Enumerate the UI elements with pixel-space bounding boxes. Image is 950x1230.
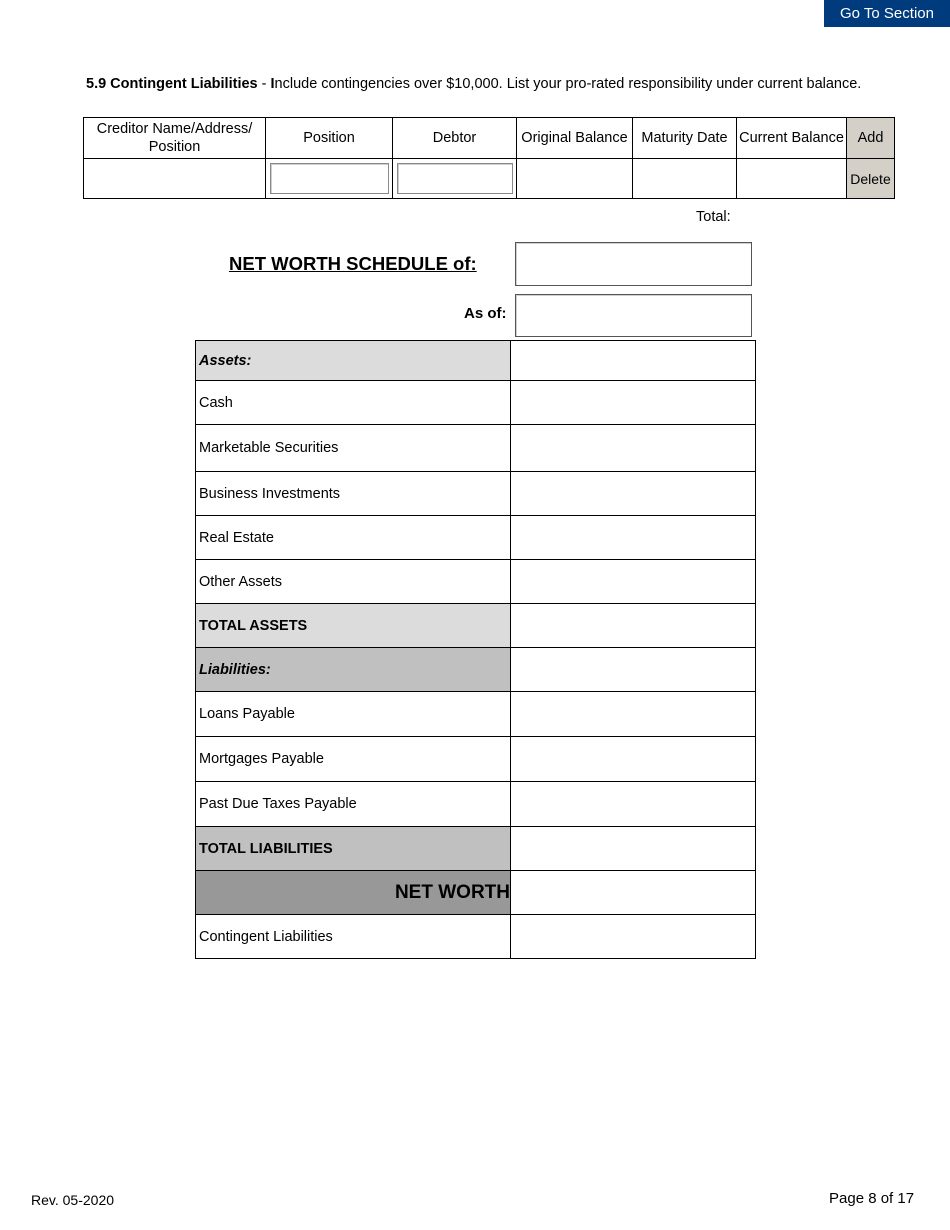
section-instructions: nclude contingencies over $10,000. List your pro-rated responsibility under current balance. <box>274 76 862 92</box>
go-to-section-button[interactable]: Go To Section <box>824 0 950 27</box>
loans-payable-input[interactable] <box>510 692 756 737</box>
table-row <box>195 472 756 516</box>
business-investments-input[interactable] <box>510 472 756 516</box>
other-assets-label: Other Assets <box>195 560 511 604</box>
real-estate-input[interactable] <box>510 516 756 560</box>
lead-letter: I <box>270 76 275 92</box>
table-row <box>195 516 756 560</box>
liabilities-heading-value <box>510 648 756 692</box>
past-due-taxes-input[interactable] <box>510 782 756 827</box>
table-row <box>195 381 756 425</box>
liabilities-heading: Liabilities: <box>195 648 511 692</box>
net-worth-value <box>510 871 756 915</box>
total-liabilities-label: TOTAL LIABILITIES <box>195 827 511 871</box>
as-of-label: As of: <box>464 305 507 322</box>
total-assets-label: TOTAL ASSETS <box>195 604 511 648</box>
table-row <box>195 915 756 959</box>
header-original-balance: Original Balance <box>516 117 633 159</box>
real-estate-label: Real Estate <box>195 516 511 560</box>
header-maturity-date: Maturity Date <box>632 117 737 159</box>
marketable-securities-label: Marketable Securities <box>195 425 511 472</box>
table-row <box>195 340 756 381</box>
table-row <box>195 871 756 915</box>
total-label: Total: <box>696 209 731 225</box>
creditor-field[interactable] <box>83 158 266 199</box>
position-input[interactable] <box>270 163 389 194</box>
table-row <box>195 827 756 871</box>
as-of-input[interactable] <box>515 294 752 337</box>
section-description <box>86 75 876 94</box>
contingent-liabilities-label: Contingent Liabilities <box>195 915 511 959</box>
maturity-date-field[interactable] <box>632 158 737 199</box>
mortgages-payable-label: Mortgages Payable <box>195 737 511 782</box>
header-debtor: Debtor <box>392 117 517 159</box>
position-cell <box>265 158 393 199</box>
header-position: Position <box>265 117 393 159</box>
header-current-balance: Current Balance <box>736 117 847 159</box>
net-worth-label: NET WORTH <box>195 871 511 915</box>
table-row <box>195 604 756 648</box>
title-separator: - <box>257 76 271 92</box>
table-row <box>195 425 756 472</box>
past-due-taxes-label: Past Due Taxes Payable <box>195 782 511 827</box>
cash-label: Cash <box>195 381 511 425</box>
header-creditor: Creditor Name/Address/ Position <box>83 117 266 159</box>
original-balance-field[interactable] <box>516 158 633 199</box>
business-investments-label: Business Investments <box>195 472 511 516</box>
revision-label: Rev. 05-2020 <box>31 1192 115 1208</box>
mortgages-payable-input[interactable] <box>510 737 756 782</box>
contingent-liabilities-value <box>510 915 756 959</box>
section-title: 5.9 Contingent Liabilities <box>86 76 258 92</box>
assets-heading-value <box>510 340 756 381</box>
other-assets-input[interactable] <box>510 560 756 604</box>
delete-row-button[interactable]: Delete <box>846 158 895 199</box>
debtor-input[interactable] <box>397 163 513 194</box>
debtor-cell <box>392 158 517 199</box>
schedule-of-input[interactable] <box>515 242 752 286</box>
table-row <box>195 692 756 737</box>
marketable-securities-input[interactable] <box>510 425 756 472</box>
table-row <box>195 782 756 827</box>
assets-heading: Assets: <box>195 340 511 381</box>
page-number: Page 8 of 17 <box>829 1190 915 1207</box>
cash-input[interactable] <box>510 381 756 425</box>
table-row <box>195 648 756 692</box>
table-row <box>195 737 756 782</box>
total-liabilities-value <box>510 827 756 871</box>
total-assets-value <box>510 604 756 648</box>
loans-payable-label: Loans Payable <box>195 692 511 737</box>
table-row <box>195 560 756 604</box>
net-worth-title: NET WORTH SCHEDULE of: <box>229 253 477 274</box>
add-row-button[interactable]: Add <box>846 117 895 159</box>
current-balance-field[interactable] <box>736 158 847 199</box>
